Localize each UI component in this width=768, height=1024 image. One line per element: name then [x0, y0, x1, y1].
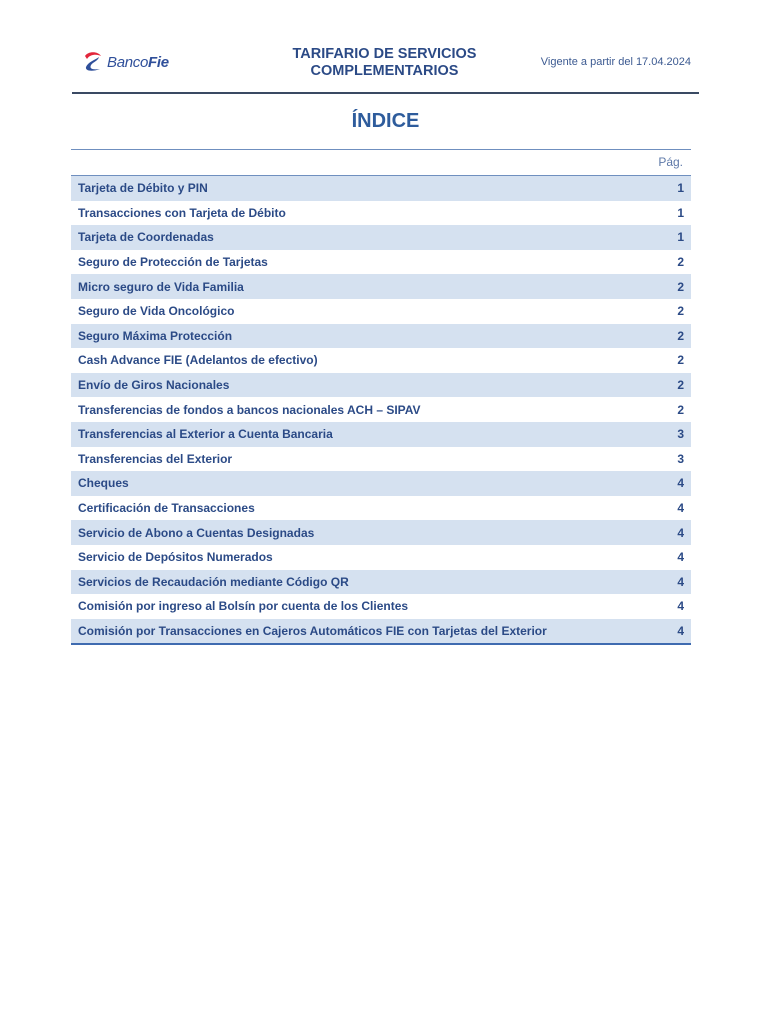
toc-entry-page: 2: [677, 378, 684, 393]
toc-entry-label: Servicio de Abono a Cuentas Designadas: [78, 525, 315, 540]
toc-entry[interactable]: [71, 397, 691, 422]
toc-entry-page: 4: [677, 476, 684, 491]
toc-entry-page: 3: [677, 451, 684, 466]
toc-rows: [71, 176, 691, 643]
toc-entry-page: 1: [677, 230, 684, 245]
toc-entry-label: Certificación de Transacciones: [78, 501, 255, 516]
toc-entry-page: 2: [677, 255, 684, 270]
toc-entry-page: 4: [677, 623, 684, 638]
toc-entry[interactable]: [71, 422, 691, 447]
page-header: [72, 40, 699, 94]
toc-entry-page: 4: [677, 574, 684, 589]
toc-entry[interactable]: [71, 594, 691, 619]
page-column-header: Pág.: [71, 150, 691, 176]
toc-entry-page: 4: [677, 501, 684, 516]
toc-entry[interactable]: [71, 619, 691, 644]
toc-entry-page: 2: [677, 304, 684, 319]
toc-entry[interactable]: [71, 176, 691, 201]
toc-entry[interactable]: [71, 225, 691, 250]
toc-entry-label: Seguro de Vida Oncológico: [78, 304, 235, 319]
toc-entry-label: Tarjeta de Coordenadas: [78, 230, 214, 245]
toc-entry-label: Comisión por Transacciones en Cajeros Automáticos FIE con Tarjetas del Exterior: [78, 623, 547, 638]
toc-entry-page: 2: [677, 328, 684, 343]
toc-entry-page: 4: [677, 550, 684, 565]
toc-entry-page: 2: [677, 402, 684, 417]
toc-entry[interactable]: [71, 274, 691, 299]
toc-entry-label: Comisión por ingreso al Bolsín por cuenta de los Clientes: [78, 599, 409, 614]
toc-entry-page: 4: [677, 599, 684, 614]
toc-entry-label: Micro seguro de Vida Familia: [78, 279, 244, 294]
toc-entry-page: 2: [677, 353, 684, 368]
document-title: [262, 46, 507, 80]
toc-entry-label: Transferencias del Exterior: [78, 451, 233, 466]
toc-entry-page: 4: [677, 525, 684, 540]
banco-fie-logo: [82, 50, 169, 74]
toc-entry[interactable]: [71, 250, 691, 275]
document-title-line1: TARIFARIO DE SERVICIOS: [292, 46, 477, 62]
effective-date: Vigente a partir del 17.04.2024: [540, 56, 691, 68]
logo-text: BancoFie: [107, 53, 169, 71]
toc-entry-label: Transferencias al Exterior a Cuenta Bancaria: [78, 427, 333, 442]
document-title-line2: COMPLEMENTARIOS: [310, 63, 459, 79]
toc-entry-label: Tarjeta de Débito y PIN: [78, 181, 208, 196]
toc-entry[interactable]: [71, 545, 691, 570]
toc-entry[interactable]: [71, 201, 691, 226]
toc-entry-label: Envío de Giros Nacionales: [78, 378, 230, 393]
toc-entry[interactable]: [71, 471, 691, 496]
toc-entry-label: Seguro Máxima Protección: [78, 328, 233, 343]
toc-entry[interactable]: [71, 324, 691, 349]
toc-entry[interactable]: [71, 496, 691, 521]
toc-entry-page: 1: [677, 205, 684, 220]
toc-entry[interactable]: [71, 299, 691, 324]
banco-fie-logo-icon: [82, 50, 104, 74]
toc-entry-label: Cheques: [78, 476, 129, 491]
toc-entry-page: 3: [677, 427, 684, 442]
toc-entry-page: 2: [677, 279, 684, 294]
toc-entry[interactable]: [71, 520, 691, 545]
toc-entry-page: 1: [677, 181, 684, 196]
toc-entry[interactable]: [71, 373, 691, 398]
toc-entry[interactable]: [71, 570, 691, 595]
toc-entry-label: Servicio de Depósitos Numerados: [78, 550, 273, 565]
toc-entry[interactable]: [71, 447, 691, 472]
toc-entry-label: Servicios de Recaudación mediante Código QR: [78, 574, 349, 589]
toc-entry-label: Transacciones con Tarjeta de Débito: [78, 205, 286, 220]
toc-entry[interactable]: [71, 348, 691, 373]
index-title: ÍNDICE: [351, 110, 420, 132]
toc-entry-label: Cash Advance FIE (Adelantos de efectivo): [78, 353, 318, 368]
toc-entry-label: Transferencias de fondos a bancos nacionales ACH – SIPAV: [78, 402, 421, 417]
toc-entry-label: Seguro de Protección de Tarjetas: [78, 255, 268, 270]
table-of-contents: [71, 149, 691, 645]
